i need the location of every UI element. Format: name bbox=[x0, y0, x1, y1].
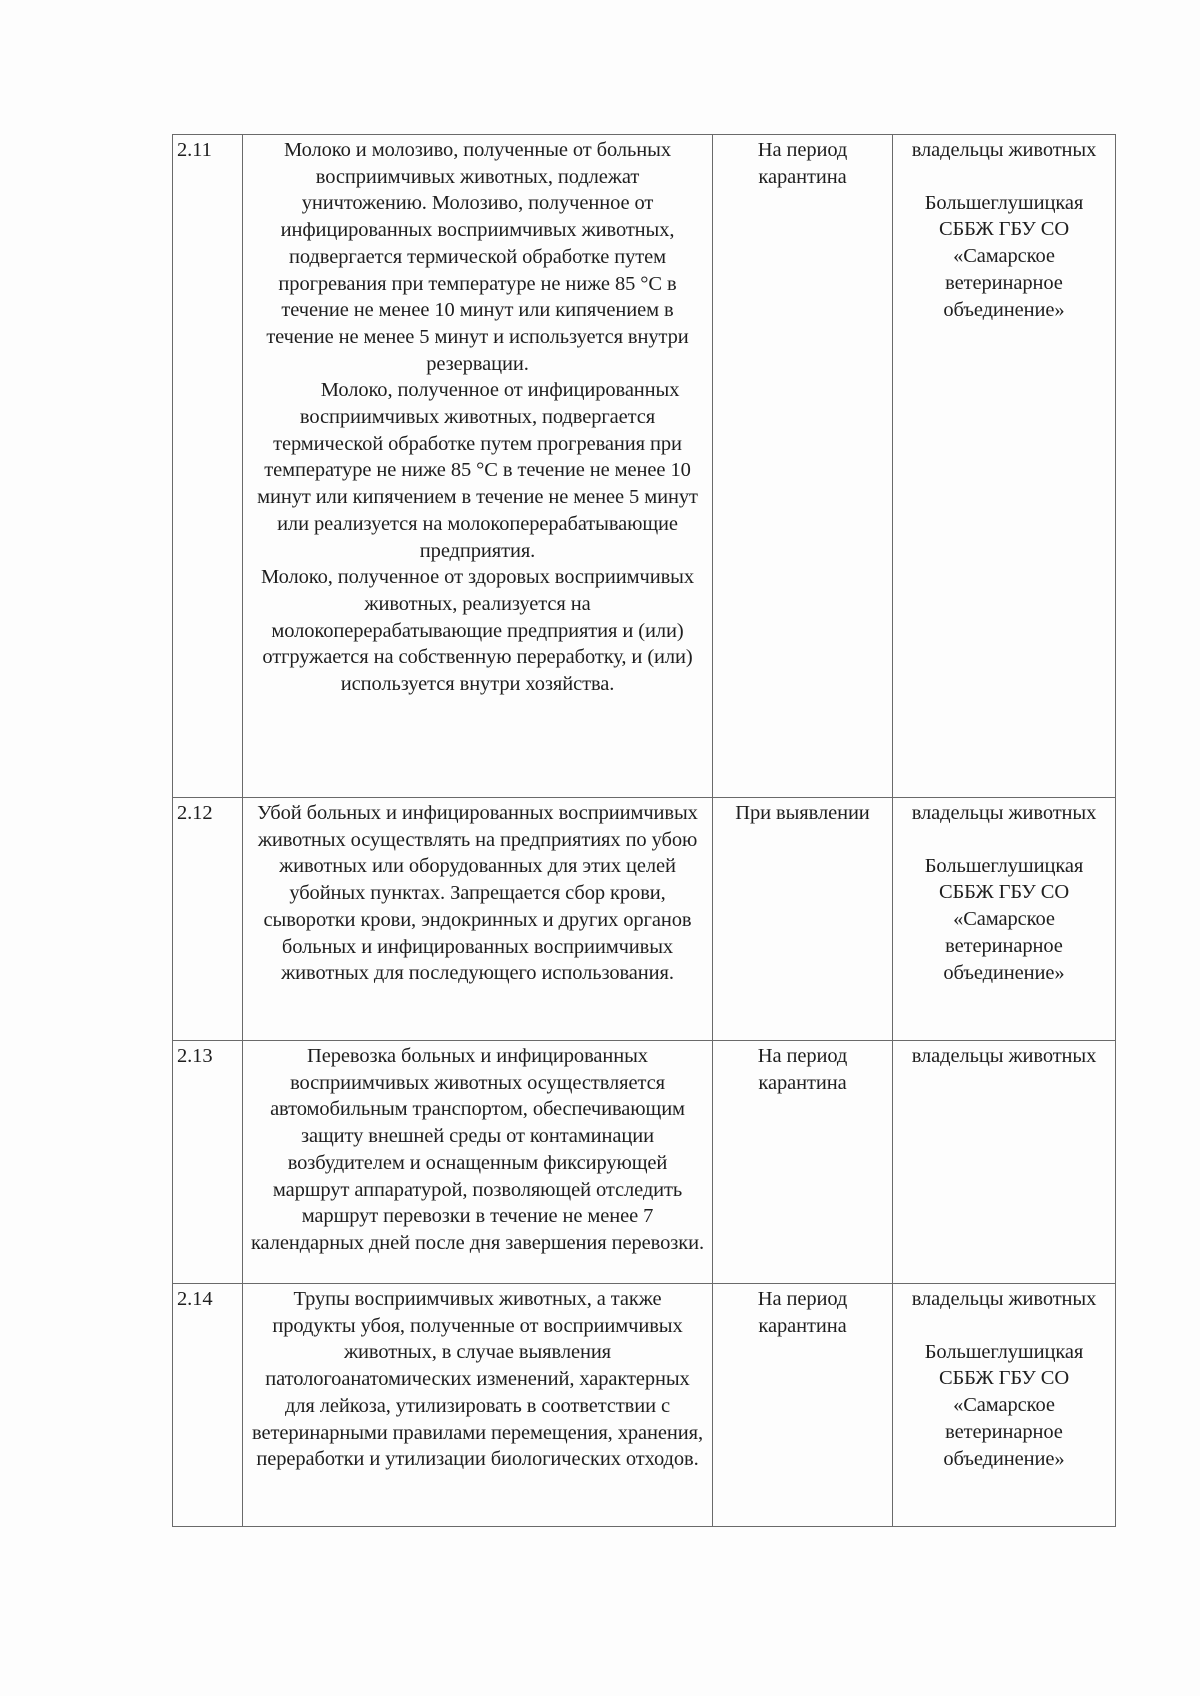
responsible-org-line: объединение» bbox=[943, 1447, 1065, 1470]
table-row bbox=[173, 1284, 1116, 1527]
responsible-organization bbox=[899, 853, 1109, 987]
item-number: 2.13 bbox=[173, 1041, 243, 1284]
measure-description bbox=[243, 1284, 713, 1527]
measure-term: На период карантина bbox=[713, 1284, 893, 1527]
measure-description bbox=[243, 135, 713, 798]
responsible-org-line: «Самарское bbox=[953, 1394, 1055, 1417]
measure-paragraph: Трупы восприимчивых животных, а также продукты убоя, полученные от восприимчивых животных, в случае выявления патологоанатомических изменений, характерных для лейкоза, утилизировать в соответствии с ветеринарными правилами перемещения, хранения, переработки и утилизации биологических отходов. bbox=[252, 1288, 703, 1471]
measure-term: При выявлении bbox=[713, 798, 893, 1041]
responsible-org-line: СББЖ ГБУ СО bbox=[938, 218, 1070, 241]
item-number: 2.14 bbox=[173, 1284, 243, 1527]
responsible-org-line: СББЖ ГБУ СО bbox=[938, 881, 1070, 904]
measure-responsible bbox=[893, 798, 1116, 1041]
responsible-org-line: ветеринарное bbox=[945, 1420, 1063, 1443]
item-number: 2.12 bbox=[173, 798, 243, 1041]
responsible-org-line: «Самарское bbox=[953, 908, 1055, 931]
table-row bbox=[173, 1041, 1116, 1284]
measure-paragraph: Перевозка больных и инфицированных восприимчивых животных осуществляется автомобильным транспортом, обеспечивающим защиту внешней среды от контаминации возбудителем и оснащенным фиксирующей маршрут аппаратурой, позволяющей отследить маршрут перевозки в течение не менее 7 календарных дней после дня завершения перевозки. bbox=[251, 1045, 705, 1254]
responsible-org-line: «Самарское bbox=[953, 245, 1055, 268]
measure-term: На период карантина bbox=[713, 135, 893, 798]
table-row bbox=[173, 135, 1116, 798]
measure-responsible bbox=[893, 135, 1116, 798]
measure-paragraph: Молоко и молозиво, полученные от больных восприимчивых животных, подлежат уничтожению. Молозиво, полученное от инфицированных восприимчивых животных, подвергается термической обработке путем прогревания при температуре не ниже 85 °С в течение не менее 10 минут или кипячением в течение не менее 5 минут и используется внутри резервации. bbox=[266, 139, 689, 375]
measure-paragraph: Молоко, полученное от инфицированных восприимчивых животных, подвергается термической обработке путем прогревания при температуре не ниже 85 °С в течение не менее 10 минут или кипячением в течение не менее 5 минут или реализуется на молокоперерабатывающие предприятия. bbox=[257, 379, 698, 562]
table-row bbox=[173, 798, 1116, 1041]
measure-responsible bbox=[893, 1041, 1116, 1284]
measures-table bbox=[172, 134, 1116, 1527]
responsible-owner: владельцы животных bbox=[911, 139, 1097, 161]
responsible-org-line: Большеглушицкая bbox=[924, 191, 1084, 214]
responsible-org-line: Большеглушицкая bbox=[924, 1340, 1084, 1363]
measure-description bbox=[243, 798, 713, 1041]
measure-responsible bbox=[893, 1284, 1116, 1527]
responsible-org-line: Большеглушицкая bbox=[924, 854, 1084, 877]
measure-paragraph: Молоко, полученное от здоровых восприимчивых животных, реализуется на молокоперерабатывающие предприятия и (или) отгружается на собственную переработку, и (или) используется внутри хозяйства. bbox=[260, 566, 695, 696]
item-number: 2.11 bbox=[173, 135, 243, 798]
responsible-organization bbox=[899, 1339, 1109, 1473]
responsible-org-line: объединение» bbox=[943, 298, 1065, 321]
responsible-org-line: ветеринарное bbox=[945, 271, 1063, 294]
measure-paragraph: Убой больных и инфицированных восприимчивых животных осуществлять на предприятиях по убою животных или оборудованных для этих целей убойных пунктах. Запрещается сбор крови, сыворотки крови, эндокринных и других органов больных и инфицированных восприимчивых животных для последующего использования. bbox=[257, 802, 698, 985]
responsible-org-line: объединение» bbox=[943, 961, 1065, 984]
responsible-org-line: СББЖ ГБУ СО bbox=[938, 1367, 1070, 1390]
responsible-org-line: ветеринарное bbox=[945, 934, 1063, 957]
measure-description bbox=[243, 1041, 713, 1284]
responsible-organization bbox=[899, 190, 1109, 324]
responsible-owner: владельцы животных bbox=[911, 802, 1097, 824]
measure-term: На период карантина bbox=[713, 1041, 893, 1284]
responsible-owner: владельцы животных bbox=[911, 1045, 1097, 1067]
responsible-owner: владельцы животных bbox=[911, 1288, 1097, 1310]
